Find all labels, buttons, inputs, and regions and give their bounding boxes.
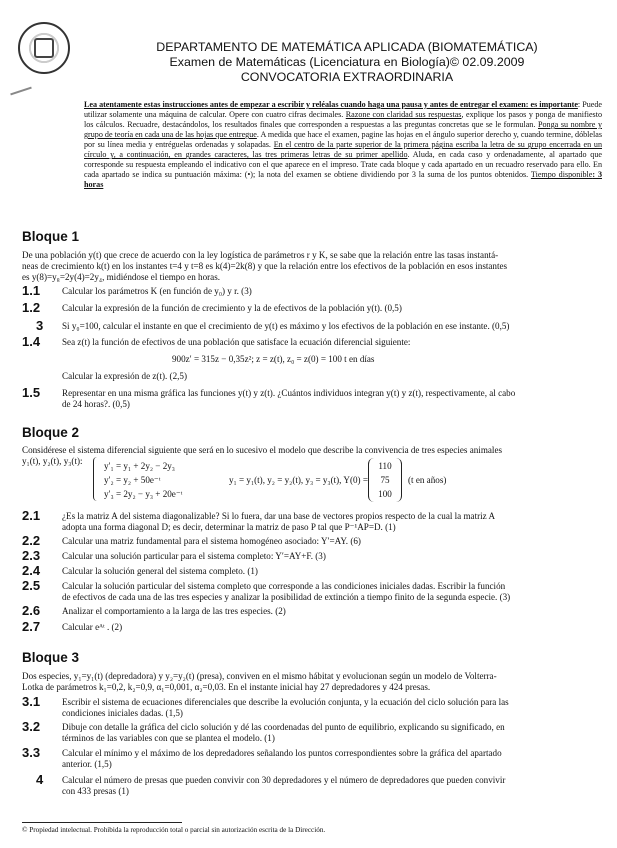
question-text: Calcular la solución particular del sistema completo que corresponde a las condiciones iniciales dadas. Escribir la función: [62, 581, 506, 591]
question-text: Si y₀=100, calcular el instante en que el crecimiento de y(t) es máximo y los efectivos de la población en ese instante. (0,5): [62, 321, 510, 331]
initial-value-3: 100: [378, 489, 392, 499]
system-eq-2: y′₂ = y₂ + 50e⁻ᵗ: [104, 475, 161, 485]
question-number: 2.4: [22, 563, 41, 578]
question-number: 2.1: [22, 508, 41, 523]
bloque-1-title: Bloque 1: [22, 229, 80, 244]
instr-underline-2: Ponga su nombre y grupo de teoría en cada una de las hojas que entregue: [84, 120, 602, 140]
question-text: Analizar el comportamiento a la larga de las tres especies. (2): [62, 606, 286, 616]
system-brace: [93, 457, 102, 501]
question-number: 2.3: [22, 548, 41, 563]
question-text: anterior. (1,5): [62, 759, 112, 769]
exam-session: CONVOCATORIA EXTRAORDINARIA: [240, 70, 454, 84]
bloque-3-intro-1: Dos especies, y₁=y₁(t) (depredadora) y y₂=y₂(t) (presa), conviven en el mismo hábitat y evolucionan según un modelo de Volterra-: [22, 671, 497, 681]
question-text: Calcular una matriz fundamental para el sistema homogéneo asociado: Y′=AY. (6): [62, 536, 361, 546]
matrix-paren-right: [395, 458, 402, 502]
instr-underline-3: En el centro de la parte superior de la primera página escriba la letra de su grupo encerrada en un círculo y, a continuación, en grandes caracteres, las tres primeras letras de su primer apellido: [84, 140, 602, 160]
question-number: 3: [36, 318, 44, 333]
instr-time-label: Tiempo disponible: [530, 170, 593, 180]
footnote: © Propiedad intelectual. Prohibida la reproducción total o parcial sin autorización escrita de la Dirección.: [22, 826, 326, 834]
bloque-3-title: Bloque 3: [22, 650, 80, 665]
bloque-2-title: Bloque 2: [22, 425, 80, 440]
instr-underline-1: Razone con claridad sus respuestas: [345, 110, 462, 120]
pen-mark: [10, 87, 32, 96]
question-number: 2.7: [22, 619, 41, 634]
instr-time-value: : 3 horas: [84, 170, 602, 190]
instr-lead: Lea atentamente estas instrucciones antes de empezar a escribir y reléalas cuando haga una pausa y antes de entregar el examen: es importante: [84, 100, 578, 109]
question-text: Calcular una solución particular para el sistema completo: Y′=AY+F. (3): [62, 551, 326, 561]
university-seal-icon: [18, 22, 70, 74]
exam-title: Examen de Matemáticas (Licenciatura en Biología)© 02.09.2009: [169, 55, 525, 69]
question-number: 2.2: [22, 533, 41, 548]
question-number: 1.1: [22, 283, 41, 298]
question-number: 3.2: [22, 719, 41, 734]
system-eq-3: y′₃ = 2y₂ − y₃ + 20e⁻ᵗ: [104, 489, 183, 499]
system-definitions: y₁ = y₁(t), y₂ = y₂(t), y₃ = y₃(t), Y(0) =: [229, 475, 368, 485]
question-text: con 433 presas (1): [62, 786, 129, 796]
question-text: Calcular el mínimo y el máximo de los depredadores señalando los puntos correspondientes sobre la gráfica del apartado: [62, 748, 502, 758]
bloque-3-intro-2: Lotka de parámetros k₁=0,2, k₂=0,9, α₁=0,001, α₂=0,03. En el instante inicial hay 27 depredadores y 424 presas.: [22, 682, 431, 692]
instructions: [84, 100, 602, 190]
question-text: Representar en una misma gráfica las funciones y(t) y z(t). ¿Cuántos individuos integran y(t) y z(t), respectivamente, al cabo: [62, 388, 516, 398]
question-number: 4: [36, 772, 44, 787]
question-text: Dibuje con detalle la gráfica del ciclo solución y dé las coordenadas del punto de equilibrio, explicando su significado, en: [62, 722, 505, 732]
question-text: Calcular la expresión de z(t). (2,5): [62, 371, 187, 381]
instr-text-2: , explique los pasos y ponga de manifiesto los cálculos. Recuadre, destacándolos, los resultados finales que corresponden a respuestas a las preguntas concretas que se le formulan.: [84, 110, 602, 130]
bloque-2-intro-1: Considérese el sistema diferencial siguiente que será en lo sucesivo el modelo que describe la convivencia de tres especies animales: [22, 445, 503, 455]
question-number: 3.1: [22, 694, 41, 709]
question-number: 2.5: [22, 578, 41, 593]
question-text: Calcular el número de presas que pueden convivir con 30 depredadores y el número de depredadores que pueden convivir: [62, 775, 506, 785]
instr-text-4: . Aluda, en cada caso y ordenadamente, al apartado que corresponde su respuesta empleando el indicativo con el que aparece en el impreso. Trate cada bloque y cada apartado en un recuadro reservado para ello. En cada apartado se indica su puntuación máxima: (•); la nota del examen se obtiene dividiendo por 3 la suma de los puntos obtenidos.: [84, 150, 602, 180]
bloque-1-intro-3: es y(8)=y₈=2y(4)=2y₄, midiéndose el tiempo en horas.: [22, 272, 221, 282]
question-text: Calcular la expresión de la función de crecimiento y la de efectivos de la población y(t). (0,5): [62, 303, 402, 313]
question-text: condiciones iniciales dadas. (1,5): [62, 708, 183, 718]
question-text: adopta una forma diagonal D; es decir, determinar la matriz de paso P tal que P⁻¹AP=D. (1): [62, 522, 396, 532]
question-text: Calcular la solución general del sistema completo. (1): [62, 566, 258, 576]
question-number: 1.5: [22, 385, 41, 400]
question-text: Sea z(t) la función de efectivos de una población que satisface la ecuación diferencial siguiente:: [62, 337, 411, 347]
footnote-rule: [22, 822, 182, 823]
question-text: de 24 horas?. (0,5): [62, 399, 130, 409]
bloque-2-intro-2: y₁(t), y₂(t), y₃(t):: [22, 456, 83, 466]
equation-1-4: 900z′ = 315z − 0,35z²; z = z(t), z₀ = z(0) = 100 t en días: [172, 354, 375, 364]
system-eq-1: y′₁ = y₁ + 2y₂ − 2y₃: [104, 461, 175, 471]
instr-text-1: : Puede utilizar solamente una máquina de calcular. Opere con cuatro cifras decimales.: [84, 100, 602, 120]
question-number: 2.6: [22, 603, 41, 618]
time-unit: (t en años): [408, 475, 447, 485]
question-text: Escribir el sistema de ecuaciones diferenciales que describe la evolución conjunta, y la ecuación del ciclo solución para las: [62, 697, 509, 707]
question-number: 1.4: [22, 334, 41, 349]
department-title: DEPARTAMENTO DE MATEMÁTICA APLICADA (BIOMATEMÁTICA): [156, 40, 538, 54]
question-text: Calcular los parámetros K (en función de y₀) y r. (3): [62, 286, 252, 296]
initial-value-1: 110: [378, 461, 392, 471]
question-text: términos de las variables con que se plantea el modelo. (1): [62, 733, 275, 743]
bloque-1-intro-1: De una población y(t) que crece de acuerdo con la ley logística de parámetros r y K, se sabe que la relación entre las tasas instantá-: [22, 250, 499, 260]
instr-text-3: . A medida que hace el examen, pagine las hojas en el ángulo superior derecho y, cuando termine, dóblelas por su línea media y entréguelas ordenadas y solapadas.: [84, 130, 603, 150]
question-number: 3.3: [22, 745, 41, 760]
question-text: ¿Es la matriz A del sistema diagonalizable? Si lo fuera, dar una base de vectores propios respecto de la cual la matriz A: [62, 511, 496, 521]
question-number: 1.2: [22, 300, 41, 315]
initial-value-2: 75: [380, 475, 390, 485]
bloque-1-intro-2: neas de crecimiento k(t) en los instantes t=4 y t=8 es k(4)=2k(8) y que la relación entre los efectivos de la población en esos instantes: [22, 261, 508, 271]
question-text: Calcular eᴬᵗ . (2): [62, 622, 123, 632]
question-text: de efectivos de cada una de las tres especies y analizar la posibilidad de extinción a tiempo finito de la segunda especie. (3): [62, 592, 511, 602]
